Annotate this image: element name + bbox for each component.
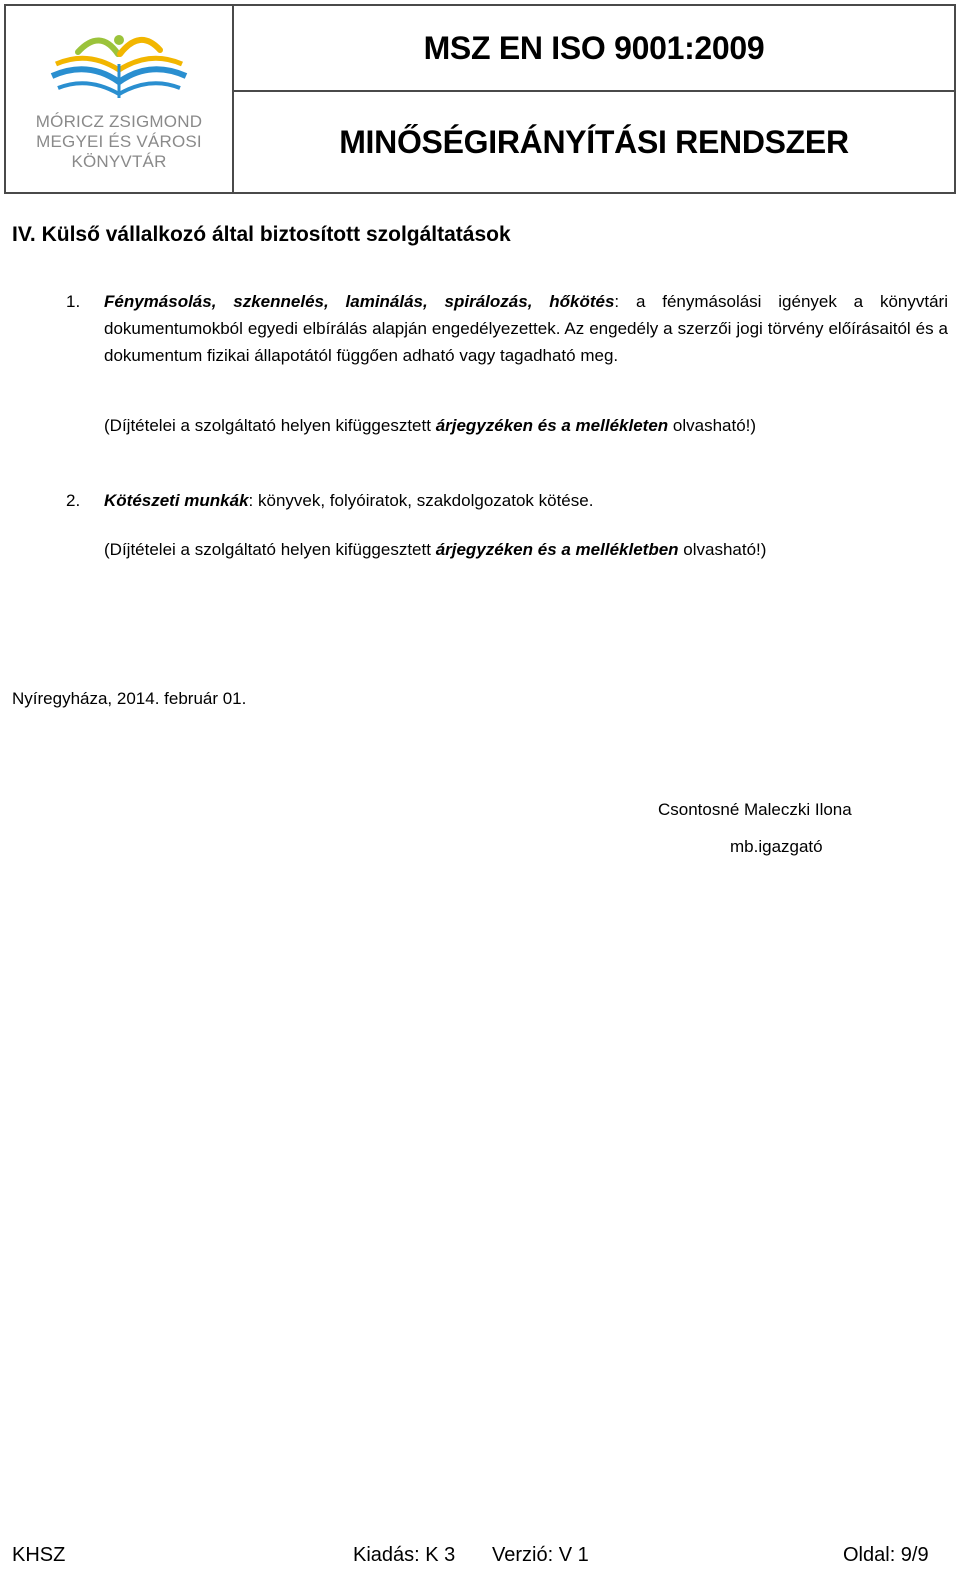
place-date: Nyíregyháza, 2014. február 01. xyxy=(12,689,247,708)
item-text: : a fénymásolási igények a könyvtári dokumentumokból egyedi elbírálás alapján engedélyezettek. Az engedély a szerzői jogi törvény előírásaitól és a dokumentum fizikai állapotától függően adható vagy tagadható meg. xyxy=(104,292,948,365)
item-note xyxy=(104,416,756,436)
footer-issue: Kiadás: K 3 xyxy=(353,1544,456,1566)
header-standard-cell xyxy=(234,6,954,92)
note-text: olvasható!) xyxy=(678,540,767,559)
item-number: 1. xyxy=(66,292,81,311)
logo-text-line1: MÓRICZ ZSIGMOND xyxy=(35,112,203,131)
header-system-cell xyxy=(234,92,954,192)
note-text: olvasható!) xyxy=(668,416,757,435)
logo-text-line2: MEGYEI ÉS VÁROSI xyxy=(36,132,202,151)
item-lead: Kötészeti munkák xyxy=(104,491,249,510)
standard-title: MSZ EN ISO 9001:2009 xyxy=(423,29,765,66)
library-logo-icon xyxy=(48,24,190,104)
logo-text-line3: KÖNYVTÁR xyxy=(71,152,167,171)
item-note xyxy=(104,540,766,560)
item-paragraph xyxy=(104,288,948,369)
section-title: IV. Külső vállalkozó által biztosított szolgáltatások xyxy=(12,223,511,246)
item-text: : könyvek, folyóiratok, szakdolgozatok kötése. xyxy=(248,491,594,510)
logo-cell xyxy=(6,6,234,192)
document-header xyxy=(4,4,956,194)
item-lead: Fénymásolás, szkennelés, laminálás, spirálozás, hőkötés xyxy=(104,292,615,311)
note-text: (Díjtételei a szolgáltató helyen kifüggesztett xyxy=(104,416,436,435)
footer-page: Oldal: 9/9 xyxy=(843,1544,929,1566)
item-paragraph xyxy=(104,491,593,511)
signatory-name: Csontosné Maleczki Ilona xyxy=(658,800,852,819)
footer-version: Verzió: V 1 xyxy=(492,1544,589,1566)
signatory-title: mb.igazgató xyxy=(730,837,823,856)
note-emphasis: árjegyzéken és a mellékleten xyxy=(435,416,669,435)
item-number: 2. xyxy=(66,491,81,510)
note-emphasis: árjegyzéken és a mellékletben xyxy=(435,540,679,559)
system-title: MINŐSÉGIRÁNYÍTÁSI RENDSZER xyxy=(339,123,849,160)
footer-code: KHSZ xyxy=(12,1544,66,1566)
note-text: (Díjtételei a szolgáltató helyen kifüggesztett xyxy=(104,540,436,559)
